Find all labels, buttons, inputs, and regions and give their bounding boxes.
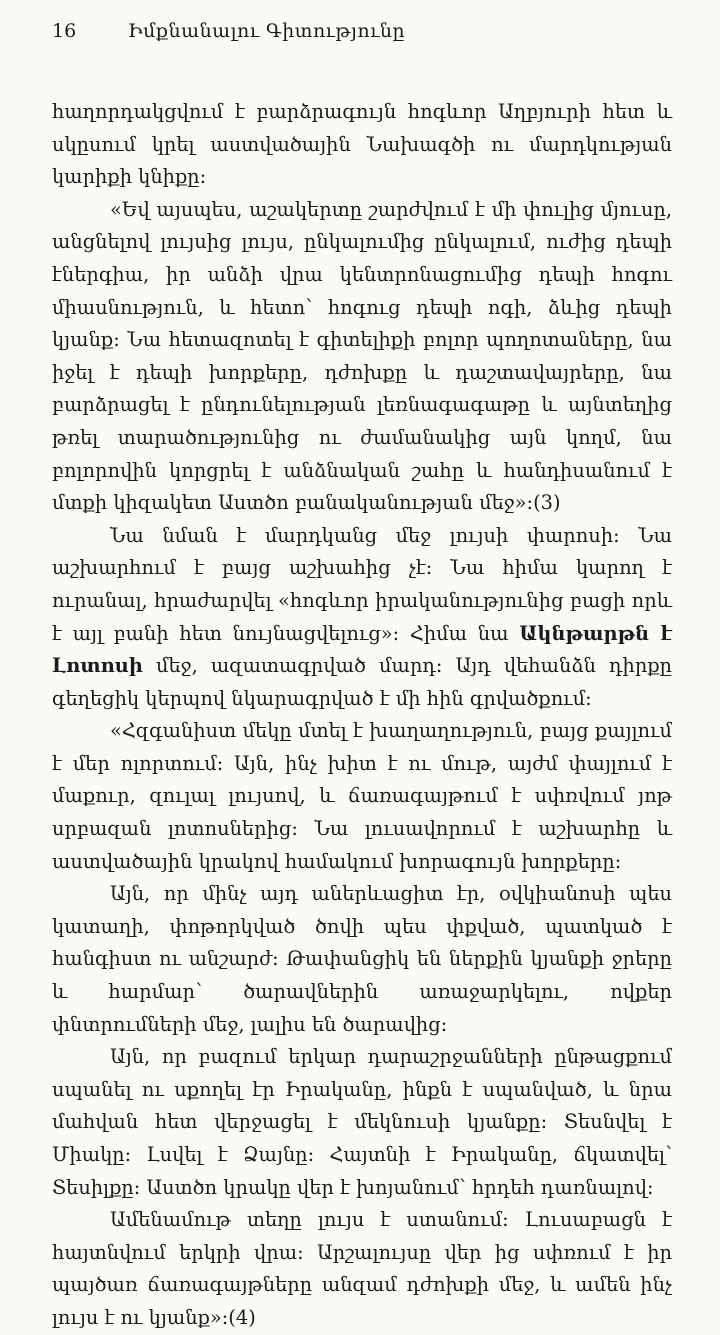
paragraph: հաղորդակցվում է բարձրագույն հոգևոր Աղբյուրի հետ և սկըսում կրել աստվածային Նախագծի ու մարդկության կարիքի կնիքը: xyxy=(52,100,672,189)
running-title: Իմքնանալու Գիտությունը xyxy=(128,20,406,42)
paragraph xyxy=(52,520,672,716)
page-number: 16 xyxy=(52,20,77,42)
paragraph: Այն, որ բազում երկար դարաշրջանների ընթացքում սպանել ու սքողել էր Իրականը, ինքն է սպանված, և նրա մահվան հետ վերջացել է մեկնուսի կյանքը: Տեսնվել է Միակը: Լսվել է Ձայնը: Հայտնի է Իրականը, ճկատվել՝ Տեսիլքը: Աստծո կրակը վեր է խոյանում՝ հրդեհ դառնալով: xyxy=(52,1045,672,1199)
paragraph: Ամենամութ տեղը լույս է ստանում: Լուսաբացն է հայտնվում երկրի վրա: Արշալույսը վեր ից սփռում է իր պայծառ ճառագայթները անզամ դժոխքի մեջ, և ամեն ինչ լույս է ու կյանք»:(4) xyxy=(52,1208,672,1329)
paragraph: «Հզգանիստ մեկը մտել է խաղաղություն, բայց քայլում է մեր ոլորտում: Այն, ինչ խիտ է ու մութ, այժմ փայլում է մաքուր, զուլալ լույսով, և ճառագայթում է սփռվում յոթ սրբազան լոտոսներից: Նա լուսավորում է աշխարհը և աստվածային կրակով համակում խորագույն խորքերը: xyxy=(52,719,672,873)
paragraph: «Եվ այսպես, աշակերտը շարժվում է մի փուլից մյուսը, անցնելով լույսից լույս, ընկալումից ընկալում, ուժից դեպի էներգիա, իր անձի վրա կենտրոնացումից դեպի հոգու միասնություն, և հետո՝ հոգուց դեպի ոգի, ձևից դեպի կյանք: Նա հետազոտել է գիտելիքի բոլոր պողոտաները, նա իջել է դեպի խորքերը, դժոխքը և դաշտավայրերը, նա բարձրացել է ընդունելության լեռնագագաթը և այնտեղից թռել տարածությունից ու ժամանակից այն կողմ, նա բոլորովին կորցրել է անձնական շահը և հանդիսանում է մտքի կիզակետ Աստծո բանականության մեջ»:(3) xyxy=(52,197,672,515)
body-text xyxy=(52,96,672,1335)
page-header xyxy=(52,20,680,42)
paragraph: Այն, որ մինչ այդ աներևացիտ էր, օվկիանոսի պես կատաղի, փոթորկված ծովի պես փքված, պատկած է հանգիստ ու անշարժ: Թափանցիկ են ներքին կյանքի ջրերը և հարմար՝ ծարավներին առաջարկելու, ովքեր փնտրումների մեջ, լալիս են ծարավից: xyxy=(52,882,672,1036)
paragraph-text: Նա նման է մարդկանց մեջ լույսի փարոսի: Նա աշխարհում է բայց աշխահից չէ: Նա հիմա կարող է ուրանալ, հրաժարվել «հոգևոր իրականությունից բացի որև է այլ բանի հետ նույնացվելուց»: Հիմա նա xyxy=(52,523,672,645)
paragraph-text: մեջ, ազատագրված մարդ: Այդ վեհանձն դիրքը գեղեցիկ կերպով նկարագրված է մի հին գրվածքում: xyxy=(52,654,672,710)
bold-term: Ակնթարթն է Լոտոսի xyxy=(52,621,672,678)
